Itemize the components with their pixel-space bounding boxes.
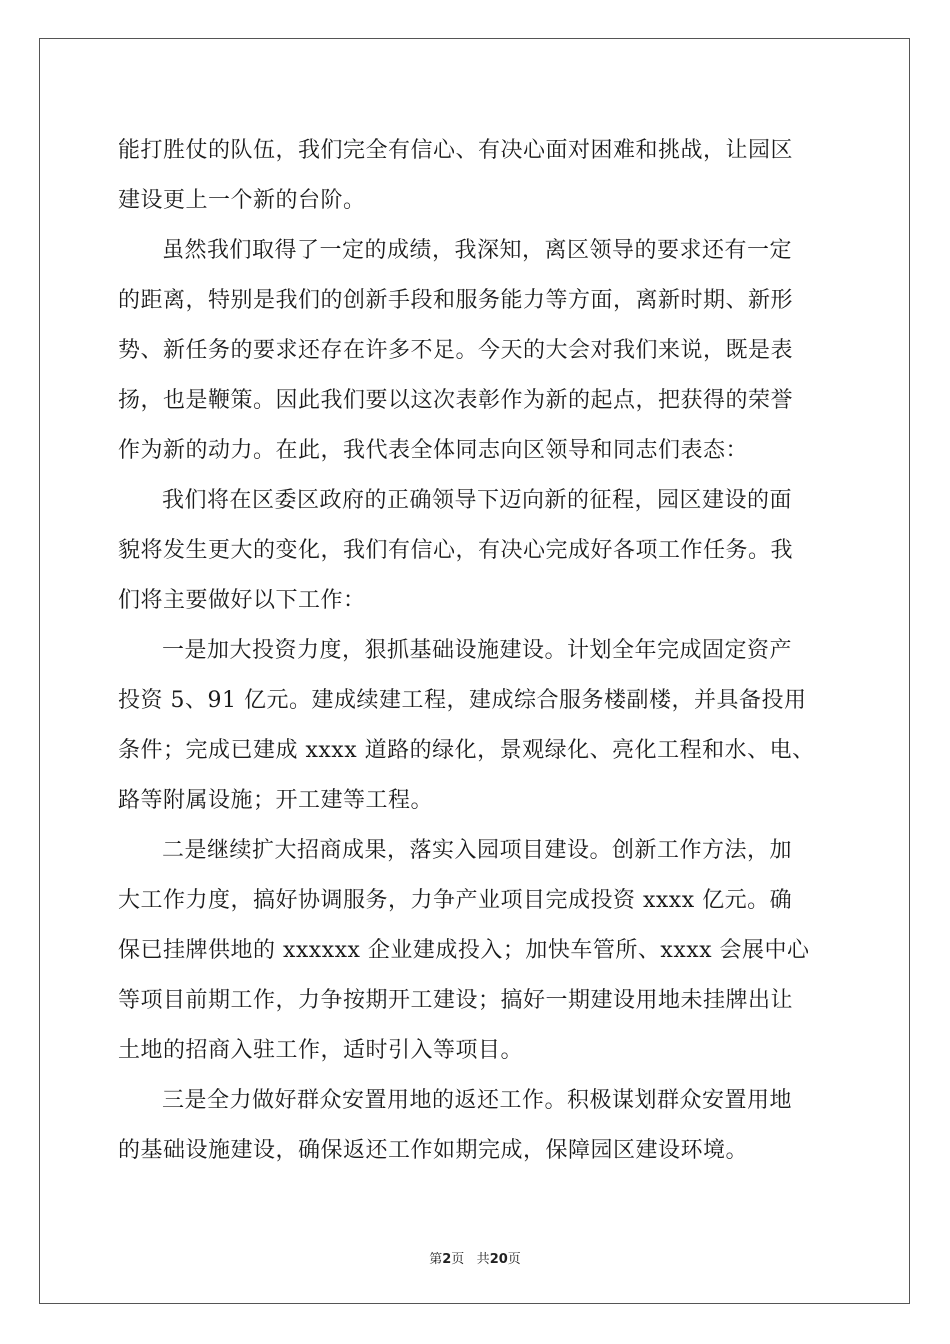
total-suffix: 页 (507, 1252, 521, 1267)
text-line: 的距离，特别是我们的创新手段和服务能力等方面，离新时期、新形 (118, 288, 794, 313)
total-prefix: 共 (476, 1252, 490, 1267)
total-pages: 20 (489, 1252, 508, 1267)
text-line: 能打胜仗的队伍，我们完全有信心、有决心面对困难和挑战，让园区 (118, 138, 794, 163)
text-line: 等项目前期工作，力争按期开工建设；搞好一期建设用地未挂牌出让 (118, 988, 794, 1013)
text-line: 路等附属设施；开工建等工程。 (118, 788, 434, 813)
text-line: 大工作力度，搞好协调服务，力争产业项目完成投资 xxxx 亿元。确 (118, 888, 793, 913)
text-line: 虽然我们取得了一定的成绩，我深知，离区领导的要求还有一定 (162, 238, 793, 263)
text-line: 我们将在区委区政府的正确领导下迈向新的征程，园区建设的面 (162, 488, 793, 513)
text-line: 的基础设施建设，确保返还工作如期完成，保障园区建设环境。 (118, 1138, 749, 1163)
page-prefix: 第 (429, 1252, 443, 1267)
text-line: 势、新任务的要求还存在许多不足。今天的大会对我们来说，既是表 (118, 338, 794, 363)
text-line: 保已挂牌供地的 xxxxxx 企业建成投入；加快车管所、xxxx 会展中心 (118, 938, 810, 963)
text-line: 建设更上一个新的台阶。 (118, 188, 366, 213)
page-suffix: 页 (451, 1252, 465, 1267)
text-line: 投资 5、91 亿元。建成续建工程，建成综合服务楼副楼，并具备投用 (118, 688, 807, 713)
text-line: 扬，也是鞭策。因此我们要以这次表彰作为新的起点，把获得的荣誉 (118, 388, 794, 413)
document-body (118, 126, 838, 1176)
text-line: 貌将发生更大的变化，我们有信心，有决心完成好各项工作任务。我 (118, 538, 794, 563)
text-line: 作为新的动力。在此，我代表全体同志向区领导和同志们表态： (118, 438, 749, 463)
page-number: 2 (442, 1252, 452, 1267)
text-line: 一是加大投资力度，狠抓基础设施建设。计划全年完成固定资产 (162, 638, 793, 663)
text-line: 三是全力做好群众安置用地的返还工作。积极谋划群众安置用地 (162, 1088, 793, 1113)
page-footer (0, 1248, 950, 1267)
text-line: 条件；完成已建成 xxxx 道路的绿化，景观绿化、亮化工程和水、电、 (118, 738, 815, 763)
text-line: 二是继续扩大招商成果，落实入园项目建设。创新工作方法，加 (162, 838, 793, 863)
text-line: 土地的招商入驻工作，适时引入等项目。 (118, 1038, 524, 1063)
text-line: 们将主要做好以下工作： (118, 588, 366, 613)
